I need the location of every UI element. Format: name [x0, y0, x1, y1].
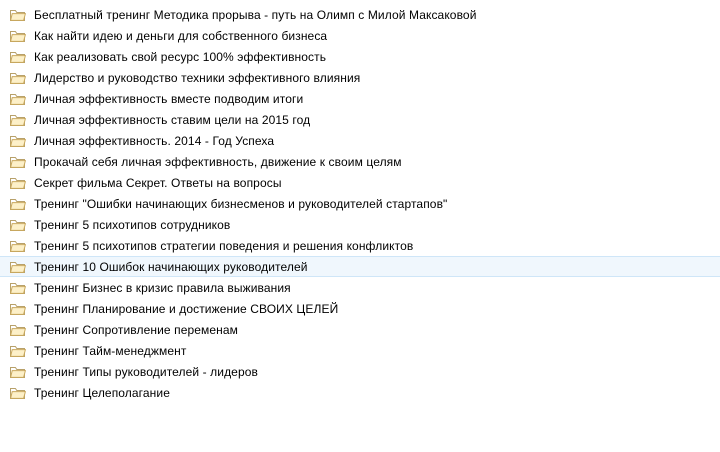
list-item-label: Личная эффективность. 2014 - Год Успеха: [34, 133, 275, 148]
list-item[interactable]: [0, 340, 720, 361]
list-item[interactable]: [0, 214, 720, 235]
list-item[interactable]: [0, 298, 720, 319]
list-item-label: Тренинг 10 Ошибок начинающих руководителей: [34, 259, 308, 274]
list-item[interactable]: [0, 130, 720, 151]
list-item-label: Тренинг 5 психотипов сотрудников: [34, 217, 231, 232]
list-item-label: Тренинг Целеполагание: [34, 385, 170, 400]
folder-icon: [10, 239, 26, 253]
list-item[interactable]: [0, 46, 720, 67]
list-item[interactable]: [0, 361, 720, 382]
list-item[interactable]: [0, 235, 720, 256]
list-item-label: Лидерство и руководство техники эффективного влияния: [34, 70, 361, 85]
list-item[interactable]: [0, 193, 720, 214]
list-item-label: Тренинг "Ошибки начинающих бизнесменов и руководителей стартапов": [34, 196, 448, 211]
folder-icon: [10, 176, 26, 190]
folder-icon: [10, 8, 26, 22]
list-item[interactable]: [0, 277, 720, 298]
list-item-label: Бесплатный тренинг Методика прорыва - путь на Олимп с Милой Максаковой: [34, 7, 477, 22]
folder-icon: [10, 197, 26, 211]
folder-icon: [10, 155, 26, 169]
list-item[interactable]: [0, 151, 720, 172]
list-item-label: Тренинг Бизнес в кризис правила выживания: [34, 280, 291, 295]
list-item-label: Тренинг Планирование и достижение СВОИХ ЦЕЛЕЙ: [34, 301, 339, 316]
folder-icon: [10, 386, 26, 400]
list-item-label: Секрет фильма Секрет. Ответы на вопросы: [34, 175, 282, 190]
list-item[interactable]: [0, 319, 720, 340]
folder-icon: [10, 281, 26, 295]
folder-icon: [10, 29, 26, 43]
folder-icon: [10, 218, 26, 232]
list-item-label: Личная эффективность ставим цели на 2015 год: [34, 112, 311, 127]
list-item-label: Личная эффективность вместе подводим итоги: [34, 91, 304, 106]
list-item[interactable]: [0, 172, 720, 193]
list-item-label: Как найти идею и деньги для собственного бизнеса: [34, 28, 328, 43]
list-item[interactable]: [0, 256, 720, 277]
folder-icon: [10, 50, 26, 64]
folder-icon: [10, 71, 26, 85]
folder-icon: [10, 344, 26, 358]
folder-icon: [10, 113, 26, 127]
list-item[interactable]: [0, 67, 720, 88]
list-item-label: Тренинг Типы руководителей - лидеров: [34, 364, 258, 379]
list-item-label: Как реализовать свой ресурс 100% эффективность: [34, 49, 327, 64]
list-item[interactable]: [0, 109, 720, 130]
folder-icon: [10, 92, 26, 106]
folder-icon: [10, 260, 26, 274]
list-item[interactable]: [0, 88, 720, 109]
folder-icon: [10, 302, 26, 316]
list-item-label: Тренинг Тайм-менеджмент: [34, 343, 187, 358]
list-item[interactable]: [0, 4, 720, 25]
list-item[interactable]: [0, 25, 720, 46]
folder-icon: [10, 134, 26, 148]
list-item[interactable]: [0, 382, 720, 403]
list-item-label: Тренинг 5 психотипов стратегии поведения и решения конфликтов: [34, 238, 414, 253]
list-item-label: Прокачай себя личная эффективность, движение к своим целям: [34, 154, 402, 169]
folder-icon: [10, 365, 26, 379]
list-item-label: Тренинг Сопротивление переменам: [34, 322, 239, 337]
folder-icon: [10, 323, 26, 337]
